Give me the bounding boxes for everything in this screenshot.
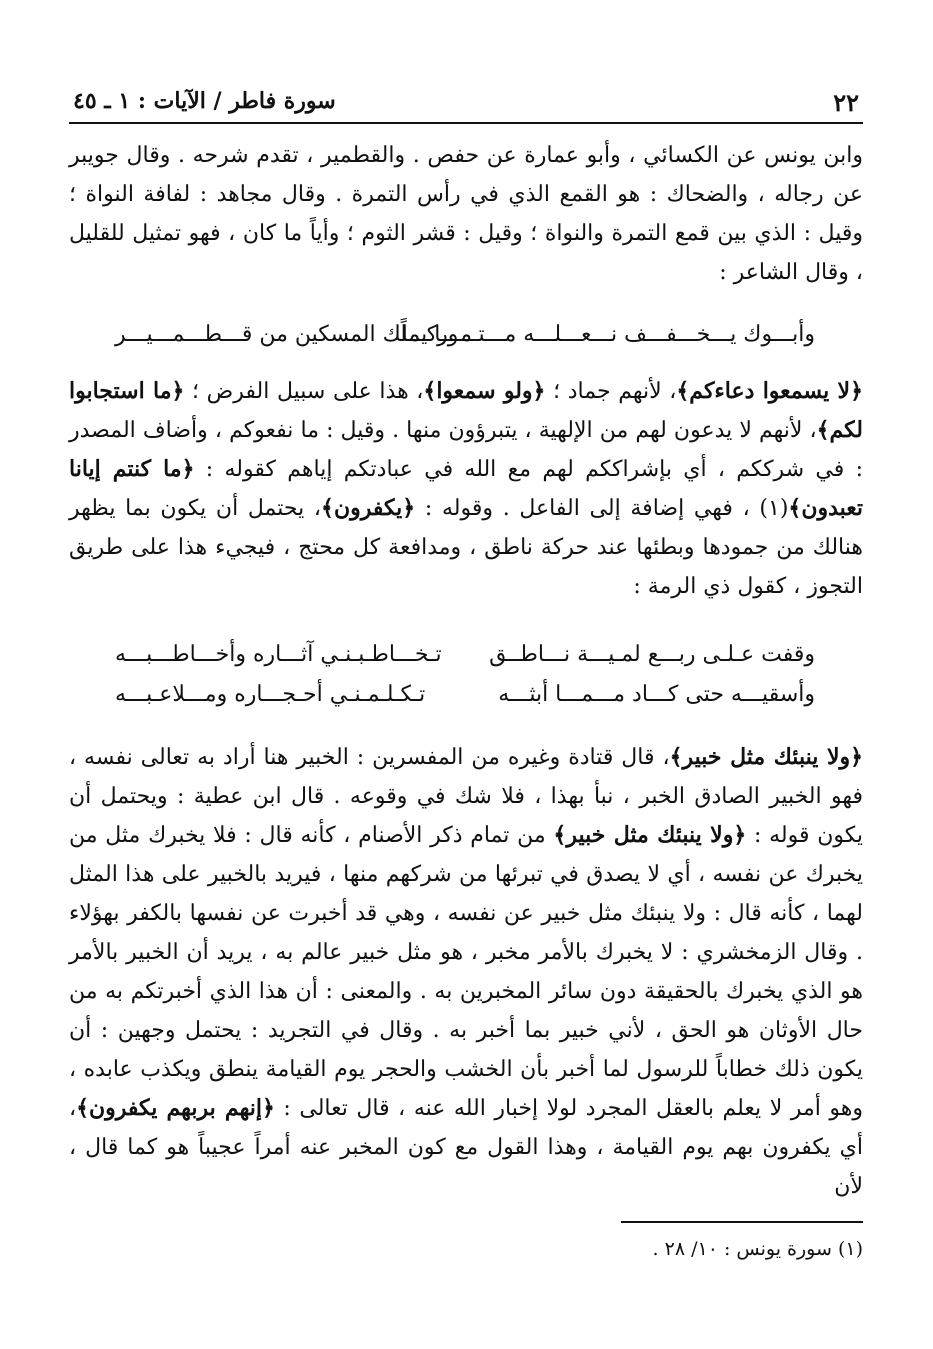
paragraph-1: [69, 136, 863, 292]
quran-quote: ﴿إنهم بربهم يكفرون﴾: [76, 1095, 275, 1121]
quran-quote: ﴿ولا ينبئك مثل خبير﴾: [553, 822, 747, 848]
commentary-text: ، أي يكفرون بهم يوم القيامة ، وهذا القول مع كون المخبر عنه أمراً عجيباً هو كما قال ، لأن: [69, 1096, 863, 1199]
verse-2-line-2: [115, 682, 815, 718]
page-number: ٢٢: [833, 88, 859, 117]
paragraph-2: [69, 372, 863, 606]
verse-1: [115, 322, 815, 358]
quran-quote: ﴿ولو سمعوا﴾: [423, 378, 546, 404]
paragraph-3: [69, 738, 863, 1206]
verse-1-hemistich-2: مـــا يملك المسكين من قـــطـــمـــيـــر: [115, 322, 473, 347]
quran-quote: ﴿ولا ينبئك مثل خبير﴾: [669, 744, 864, 770]
commentary-text: (١) ، فهي إضافة إلى الفاعل . وقوله :: [415, 496, 789, 521]
quran-quote: ﴿لا يسمعوا دعاءكم﴾: [676, 378, 863, 404]
quran-quote: ﴿ما استجابوا لكم﴾: [69, 378, 863, 443]
verse-2-line-2-hemistich-1: وأسقيـــه حتى كـــاد مـــمـــا أبثـــه: [498, 682, 815, 707]
verse-2-line-1-hemistich-1: وقفت عـلـى ربـــع لمـيـــة نـــاطــق: [489, 642, 815, 667]
chapter-title: سورة فاطر / الآيات : ١ ـ ٤٥: [73, 88, 336, 114]
commentary-text: من تمام ذكر الأصنام ، كأنه قال : فلا يخبرك مثل من يخبرك عن نفسه ، أي لا يصدق في تبرئها من شركهم منها ، فيريد بالخبير على هذا المثل لهما ، كأنه قال : ولا ينبئك مثل خبير عن نفسه ، وهي قد أخبرت عن نفسها بالكفر بهؤلاء . وقال الزمخشري : لا يخبرك بالأمر مخبر ، هو مثل خبير عالم به ، يريد أن الخبير بالأمر هو الذي يخبرك بالحقيقة دون سائر المخبرين به . والمعنى : أن هذا الذي أخبرتكم به من حال الأوثان هو الحق ، لأني خبير بما أخبر به . وقال في التجريد : يحتمل وجهين : أن يكون ذلك خطاباً للرسول لما أخبر بأن الخشب والحجر يوم القيامة ينطق ويكذب عابده ، وهو أمر لا يعلم بالعقل المجرد لولا إخبار الله عنه ، قال تعالى :: [69, 823, 863, 1121]
verse-2-line-2-hemistich-2: تـكـلـمـنـي أحـجـــاره ومـــلاعـبـــه: [115, 682, 426, 707]
running-header: [69, 88, 863, 124]
quran-quote: ﴿يكفرون﴾: [321, 495, 416, 521]
footnote: (١) سورة يونس : ١٠/ ٢٨ .: [652, 1238, 863, 1260]
commentary-text: ، لأنهم لا يدعون لهم من الإلهية ، يتبرؤون منها . وقيل : ما نفعوكم ، وأضاف المصدر : في شرككم ، أي بإشراككم لهم مع الله في عبادتكم إياهم كقوله :: [69, 418, 863, 482]
footnote-divider: [621, 1221, 863, 1223]
paragraph-2-text: [69, 372, 863, 606]
commentary-text: ، هذا على سبيل الفرض ؛: [184, 379, 424, 404]
paragraph-3-text: [69, 738, 863, 1206]
verse-1-hemistich-1: وأبـــوك يـــخـــفـــف نـــعـــلـــه مـــتـــوركـــاً: [400, 322, 815, 347]
paragraph-1-text: وابن يونس عن الكسائي ، وأبو عمارة عن حفص . والقطمير ، تقدم شرحه . وقال جويبر عن رجاله ، والضحاك : هو القمع الذي في رأس التمرة . وقال مجاهد : لفافة النواة ؛ وقيل : الذي بين قمع التمرة والنواة ؛ وقيل : قشر الثوم ؛ وأياً ما كان ، فهو تمثيل للقليل ، وقال الشاعر :: [69, 143, 863, 285]
commentary-text: ، قال قتادة وغيره من المفسرين : الخبير هنا أراد به تعالى نفسه ، فهو الخبير الصادق الخبر ، نبأ بهذا ، فلا شك في وقوعه . قال ابن عطية : ويحتمل أن يكون قوله :: [69, 745, 863, 848]
commentary-text: ، لأنهم جماد ؛: [545, 379, 677, 404]
verse-2-line-1: [115, 642, 815, 678]
commentary-text: ، يحتمل أن يكون بما يظهر هنالك من جمودها وبطئها عند حركة ناطق ، ومدافعة كل محتج ، فيجيء هذا على طريق التجوز ، كقول ذي الرمة :: [69, 496, 863, 599]
quran-quote: ﴿ما كنتم إيانا تعبدون﴾: [69, 456, 864, 521]
verse-2-line-1-hemistich-2: تـخـــاطـبـنـي آثـــاره وأخـــاطـــبـــه: [115, 642, 442, 667]
